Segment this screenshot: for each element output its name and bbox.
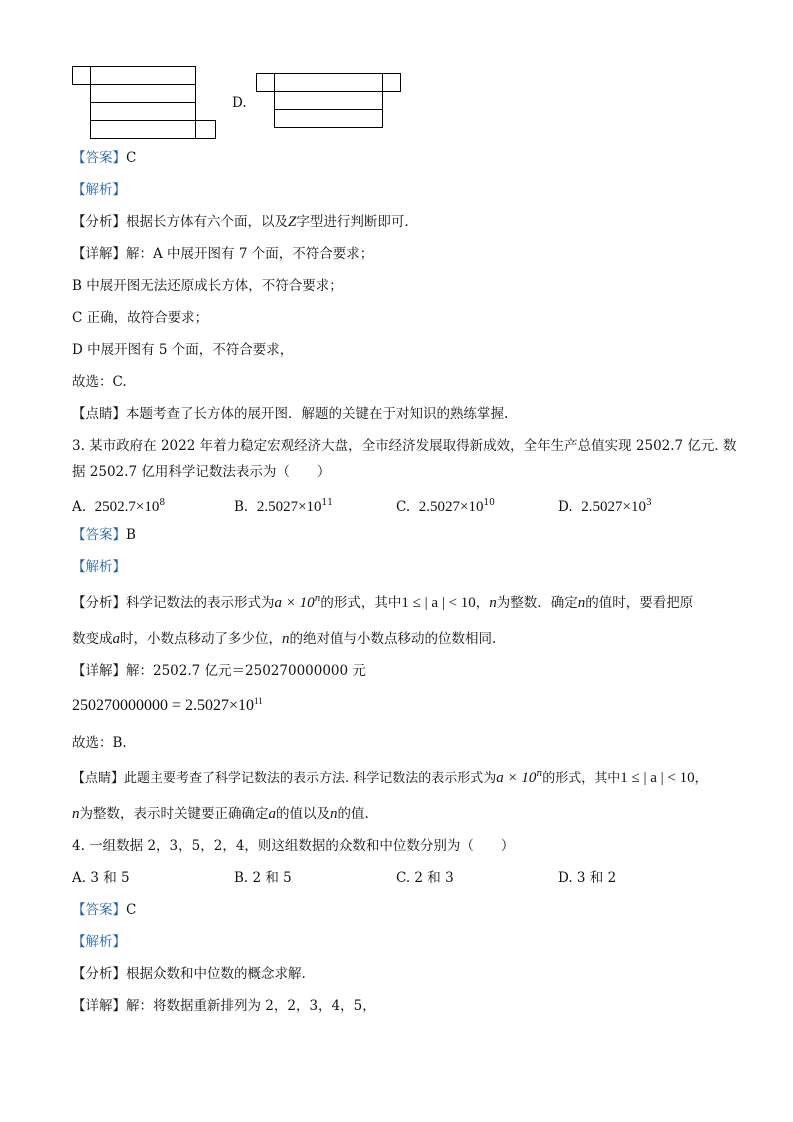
q3-stem-2: 据 2502.7 亿用科学记数法表示为（ ） [72,464,331,480]
q3-xiangjie: 【详解】解：2502.7 亿元＝250270000000 元 [72,663,366,679]
q3-stem-1: 3. 某市政府在 2022 年着力稳定宏观经济大盘，全市经济发展取得新成效，全年生产总值实现 2502.7 亿元. 数 [72,438,737,454]
net-square [256,73,275,92]
net-square [382,73,401,92]
q2-line-d: D 中展开图有 5 个面，不符合要求， [72,342,294,358]
q2-line-b: B 中展开图无法还原成长方体，不符合要求； [72,278,343,294]
q3-equation: $250270000000 = 2.5027\times 10^{11}$ [72,696,263,714]
q4-option-d: D. 3 和 2 [558,870,617,886]
net-square [195,120,216,139]
net-square [72,66,91,85]
q4-analysis-heading: 【解析】 [72,934,126,950]
q2-line-c: C 正确，故符合要求； [72,310,209,326]
q2-answer: 【答案】C [72,150,137,166]
q3-answer: 【答案】B [72,527,136,543]
net-rect [90,66,196,85]
net-rect [90,84,196,103]
q3-option-c: C. $2.5027\times 10^{10}$ [396,498,495,515]
q3-option-b: B. $2.5027\times 10^{11}$ [234,498,333,515]
net-rect [274,73,383,92]
q3-dianjing-2: n为整数，表示时关键要正确确定a的值以及n的值. [72,806,369,822]
q3-fenxi-2: 数变成a时，小数点移动了多少位，n的绝对值与小数点移动的位数相同. [72,631,497,647]
q3-option-a: A. $2502.7\times 10^8$ [72,498,166,515]
net-rect [274,109,383,128]
net-rect [90,120,196,139]
net-rect [274,91,383,110]
q4-stem: 4. 一组数据 2，3，5，2，4，则这组数据的众数和中位数分别为（ ） [72,838,515,854]
q3-fenxi-1: 【分析】科学记数法的表示形式为$a \times 10^n$的形式，其中1 ≤ | a | < 10，n为整数．确定n的值时，要看把原 [72,594,694,611]
q3-analysis-heading: 【解析】 [72,559,126,575]
q4-xiangjie: 【详解】解：将数据重新排列为 2，2，3，4，5， [72,998,376,1014]
q4-option-c: C. 2 和 3 [396,870,454,886]
net-rect [90,102,196,121]
q2-choose: 故选：C. [72,374,127,390]
q3-option-d: D. $2.5027\times 10^3$ [558,498,652,515]
q4-option-b: B. 2 和 5 [234,870,292,886]
q2-fenxi: 【分析】根据长方体有六个面，以及Z字型进行判断即可. [72,214,409,230]
q4-option-a: A. 3 和 5 [72,870,130,886]
q3-dianjing-1: 【点睛】此题主要考查了科学记数法的表示方法. 科学记数法的表示形式为$a \times 10^n$的形式，其中1 ≤ | a | < 10， [72,769,708,786]
q4-fenxi: 【分析】根据众数和中位数的概念求解. [72,966,306,982]
q2-dianjing: 【点睛】本题考查了长方体的展开图．解题的关键在于对知识的熟练掌握. [72,406,509,422]
q2-analysis-heading: 【解析】 [72,182,126,198]
q3-choose: 故选：B. [72,735,127,751]
q4-answer: 【答案】C [72,902,137,918]
q2-xiangjie: 【详解】解：A 中展开图有 7 个面，不符合要求； [72,246,374,262]
figure-d-label: D. [232,95,247,111]
